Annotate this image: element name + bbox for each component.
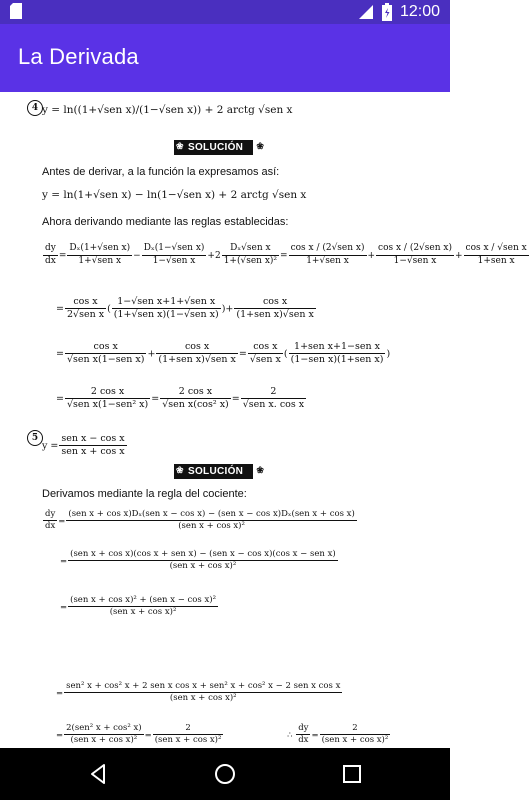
navigation-bar	[0, 748, 450, 800]
sd-card-icon	[10, 3, 22, 19]
signal-icon	[358, 4, 374, 20]
problem4-text2: Ahora derivando mediante las reglas establecidas:	[42, 216, 289, 228]
status-icons	[358, 2, 440, 22]
problem5-intro: Derivamos mediante la regla del cociente:	[42, 488, 247, 500]
problem4-step1: $\frac{dy}{dx}$ = $\frac{\text{Dₓ(1+√sen x)}}{\text{1+√sen x}}$ − $\frac{\text{Dₓ(1−√sen x)}}{\text{1−√sen x}}$ +2 $\frac{\text{Dₓ√sen x}}{\text{1+(√sen x)²}}$ = $\frac{\text{cos x / (2√sen x)}}{\text{1+√sen x}}$ + $\frac{\text{cos x / (2√sen x)}}{\text{1−√sen x}}$ + $\frac{\text{cos x / √sen x}}{\text{1+sen x}}$	[45, 243, 527, 266]
status-bar	[0, 0, 450, 24]
problem4-step3: = $\frac{\text{cos x}}{\text{√sen x(1−sen x)}}$ + $\frac{\text{cos x}}{\text{(1+sen x)√sen x}}$ = $\frac{\text{cos x}}{\text{√sen x}}$ ( $\frac{\text{1+sen x+1−sen x}}{\text{(1−sen x)(1+sen x)}}$ )	[56, 341, 391, 366]
problem-number-5: 5	[27, 430, 43, 446]
battery-icon	[382, 3, 392, 21]
problem4-statement: y = ln((1+√sen x)/(1−√sen x)) + 2 arctg √sen x	[42, 104, 293, 116]
problem-number-4: 4	[27, 100, 43, 116]
solution-badge-5: ❀ SOLUCIÓN ❀	[174, 464, 253, 479]
problem5-step5: = $\frac{\text{2(sen² x + cos² x)}}{\text{(sen x + cos x)²}}$ = $\frac{2}{\text{(sen x + cos x)²}}$ ∴ $\frac{dy}{dx}$ = $\frac{2}{\text{(sen x + cos x)²}}$	[56, 723, 389, 746]
recents-icon[interactable]	[340, 762, 364, 786]
problem4-step4: = $\frac{\text{2 cos x}}{\text{√sen x(1−sen² x)}}$ = $\frac{\text{2 cos x}}{\text{√sen x(cos² x)}}$ = $\frac{2}{\text{√sen x. cos x}}$	[56, 386, 305, 411]
problem4-step2: = $\frac{\text{cos x}}{\text{2√sen x}}$ ( $\frac{\text{1−√sen x+1+√sen x}}{\text{(1+√sen x)(1−√sen x)}}$ )+ $\frac{\text{cos x}}{\text{(1+sen x)√sen x}}$	[56, 296, 314, 321]
problem4-intro: Antes de derivar, a la función la expresamos así:	[42, 166, 280, 178]
problem4-rewrite: y = ln(1+√sen x) − ln(1−√sen x) + 2 arctg √sen x	[42, 189, 307, 201]
back-icon[interactable]	[86, 762, 110, 786]
problem5-step2: = (sen x + cos x)(cos x + sen x) − (sen x − cos x)(cos x − sen x) (sen x + cos x)²	[60, 549, 336, 572]
app-bar	[0, 24, 450, 92]
solution-badge-4: ❀ SOLUCIÓN ❀	[174, 140, 253, 155]
problem5-step3: = $\frac{\text{(sen x + cos x)² + (sen x − cos x)²}}{\text{(sen x + cos x)²}}$	[60, 595, 216, 618]
home-icon[interactable]	[213, 762, 237, 786]
status-time: 12:00	[399, 3, 440, 20]
problem5-step1: $\frac{dy}{dx}$ = (sen x + cos x)Dₓ(sen x − cos x) − (sen x − cos x)Dₓ(sen x + cos x) (sen x + cos x)²	[45, 509, 355, 532]
problem5-step4: = sen² x + cos² x + 2 sen x cos x + sen² x + cos² x − 2 sen x cos x (sen x + cos x)²	[56, 681, 341, 704]
page-image-content	[0, 92, 527, 748]
problem5-statement: y = $\frac{\text{sen x − cos x}}{\text{sen x + cos x}}$	[42, 433, 125, 458]
app-title: La Derivada	[18, 44, 139, 69]
